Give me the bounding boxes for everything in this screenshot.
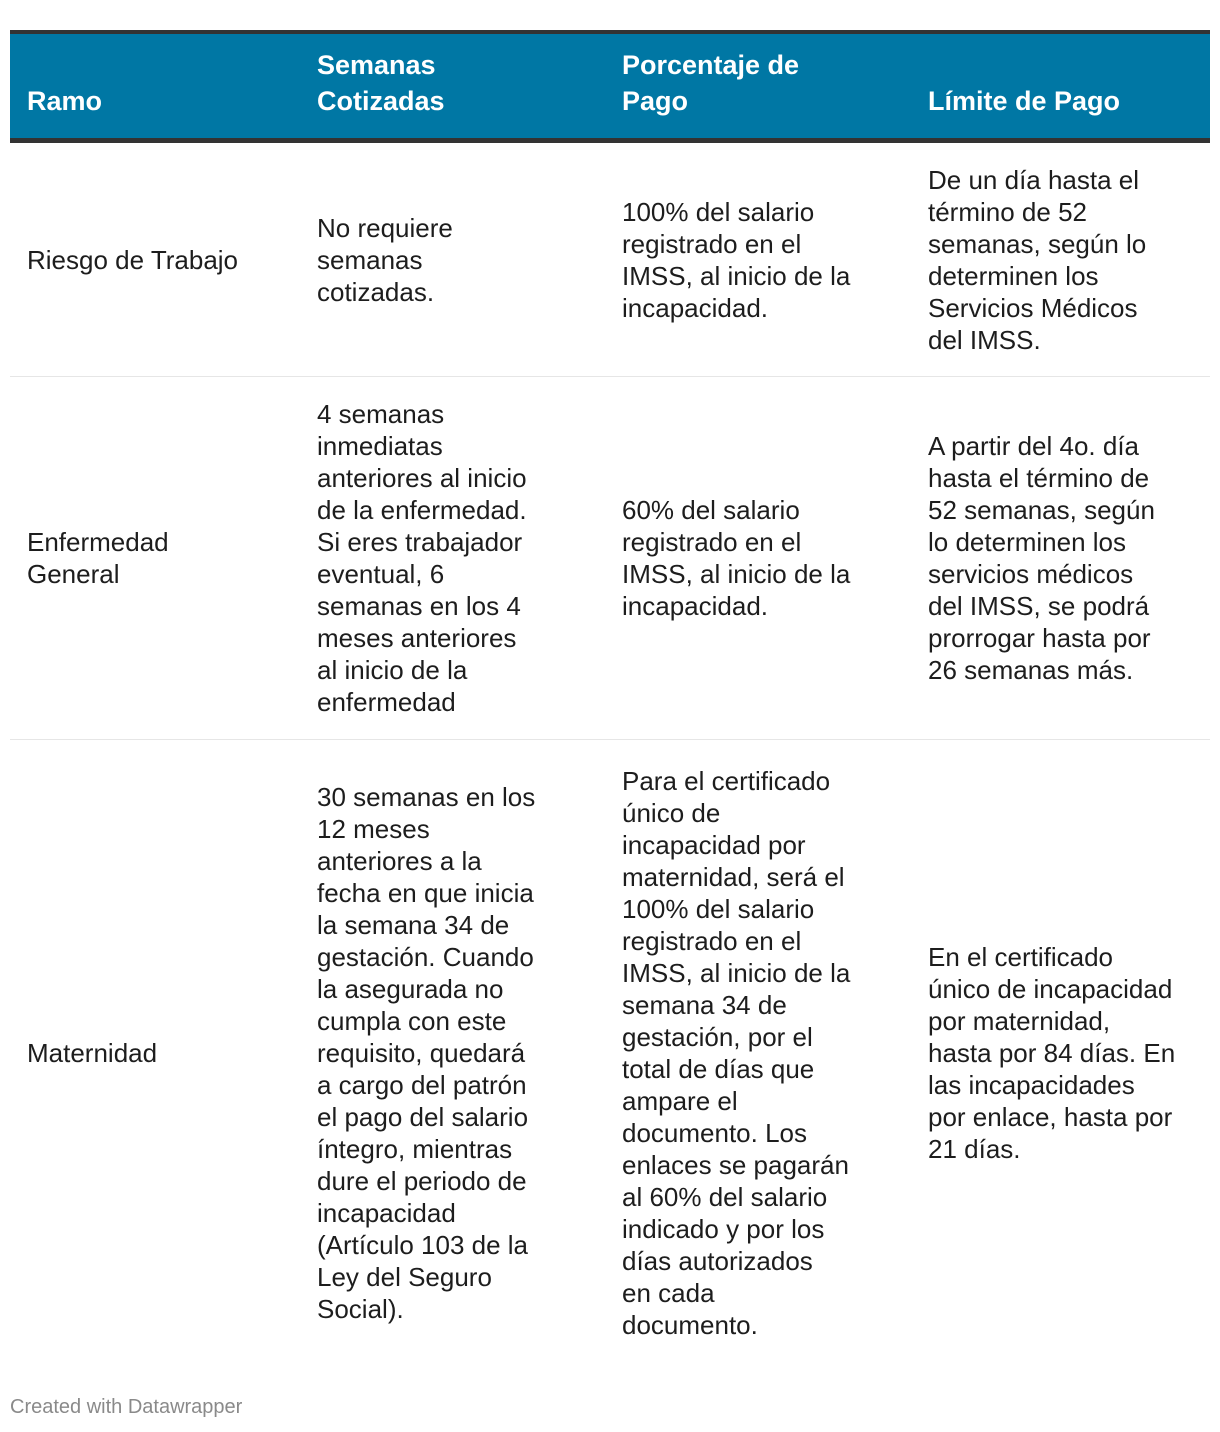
cell-line: la asegurada no: [317, 973, 504, 1004]
cell-line: A partir del 4o. día: [928, 431, 1140, 461]
cell-porcentaje-de-pago: [622, 143, 872, 376]
header-porcentaje-de-pago: Porcentaje de Pago: [622, 50, 800, 116]
cell-line: documento.: [622, 1309, 758, 1340]
cell-line: documento. Los: [622, 1117, 808, 1148]
cell-line: (Artículo 103 de la: [317, 1229, 529, 1260]
cell-line: eventual, 6: [317, 559, 445, 589]
cell-line: servicios médicos: [928, 559, 1134, 589]
cell-line: 12 meses: [317, 813, 430, 844]
cell-semanas-cotizadas: [317, 740, 567, 1365]
cell-limite-de-pago: [928, 143, 1200, 376]
cell-line: ampare el: [622, 1085, 738, 1116]
cell-line: término de 52: [928, 196, 1087, 227]
cell-line: único de incapacidad: [928, 973, 1173, 1004]
cell-line: Para el certificado: [622, 765, 831, 796]
cell-line: a cargo del patrón: [317, 1069, 527, 1100]
cell-limite-de-pago: [928, 377, 1200, 739]
cell-semanas-cotizadas: [317, 143, 567, 376]
cell-limite-de-pago-text: [928, 941, 1175, 1165]
cell-line: fecha en que inicia: [317, 877, 534, 908]
cell-line: cumpla con este: [317, 1005, 507, 1036]
table-body: [10, 143, 1210, 1365]
cell-line: Social).: [317, 1293, 404, 1324]
cell-line: IMSS, al inicio de la: [622, 559, 851, 589]
cell-line: semanas en los 4: [317, 591, 521, 621]
cell-line: IMSS, al inicio de la: [622, 957, 851, 988]
cell-line: hasta por 84 días. En: [928, 1037, 1176, 1068]
cell-line: Servicios Médicos: [928, 292, 1138, 323]
header-semanas-cotizadas: Semanas Cotizadas: [317, 50, 445, 116]
cell-line: Ley del Seguro: [317, 1261, 492, 1292]
cell-line: incapacidad: [317, 1197, 456, 1228]
cell-line: por enlace, hasta por: [928, 1101, 1173, 1132]
cell-porcentaje-de-pago-text: [622, 494, 850, 622]
cell-ramo-text: [27, 1037, 157, 1069]
cell-line: incapacidad.: [622, 292, 768, 323]
cell-semanas-cotizadas-text: [317, 781, 535, 1325]
cell-line: 21 días.: [928, 1133, 1021, 1164]
cell-line: De un día hasta el: [928, 164, 1140, 195]
table-row: [10, 740, 1210, 1365]
cell-line: registrado en el: [622, 228, 802, 259]
cell-line: del IMSS.: [928, 324, 1041, 355]
header-ramo: Ramo: [27, 86, 103, 116]
cell-line: dure el periodo de: [317, 1165, 527, 1196]
cell-line: semana 34 de: [622, 989, 787, 1020]
cell-semanas-cotizadas-text: [317, 398, 527, 718]
cell-line: gestación. Cuando: [317, 941, 534, 972]
cell-line: total de días que: [622, 1053, 815, 1084]
cell-porcentaje-de-pago: [622, 740, 872, 1365]
cell-limite-de-pago-text: [928, 164, 1146, 356]
cell-ramo: [27, 377, 297, 739]
table-row: [10, 377, 1210, 740]
cell-ramo: [27, 740, 297, 1365]
cell-line: requisito, quedará: [317, 1037, 526, 1068]
cell-line: el pago del salario: [317, 1101, 529, 1132]
cell-line: enlaces se pagarán: [622, 1149, 849, 1180]
cell-line: 52 semanas, según: [928, 495, 1155, 525]
cell-line: hasta el término de: [928, 463, 1150, 493]
cell-line: 100% del salario: [622, 196, 815, 227]
cell-line: 26 semanas más.: [928, 655, 1134, 685]
table-row: [10, 143, 1210, 377]
cell-line: determinen los: [928, 260, 1099, 291]
cell-porcentaje-de-pago-text: [622, 765, 850, 1341]
cell-line: días autorizados: [622, 1245, 813, 1276]
cell-line: Enfermedad: [27, 527, 169, 557]
cell-line: íntegro, mientras: [317, 1133, 513, 1164]
cell-limite-de-pago-text: [928, 430, 1155, 686]
cell-line: semanas: [317, 244, 423, 275]
cell-semanas-cotizadas-text: [317, 212, 453, 308]
cell-line: anteriores al inicio: [317, 463, 527, 493]
cell-line: 30 semanas en los: [317, 781, 536, 812]
cell-line: único de: [622, 797, 721, 828]
table-header: [10, 34, 1210, 138]
header-limite-de-pago: Límite de Pago: [928, 86, 1121, 116]
cell-ramo-text: [27, 526, 169, 590]
cell-line: prorrogar hasta por: [928, 623, 1151, 653]
cell-line: No requiere: [317, 212, 453, 243]
cell-line: del IMSS, se podrá: [928, 591, 1150, 621]
cell-line: IMSS, al inicio de la: [622, 260, 851, 291]
cell-line: las incapacidades: [928, 1069, 1135, 1100]
cell-line: 4 semanas: [317, 399, 445, 429]
cell-line: indicado y por los: [622, 1213, 825, 1244]
cell-porcentaje-de-pago-text: [622, 196, 850, 324]
cell-line: semanas, según lo: [928, 228, 1147, 259]
datawrapper-credit[interactable]: Created with Datawrapper: [10, 1396, 243, 1418]
cell-line: enfermedad: [317, 687, 456, 717]
cell-line: gestación, por el: [622, 1021, 813, 1052]
cell-line: al inicio de la: [317, 655, 468, 685]
cell-line: Si eres trabajador: [317, 527, 523, 557]
cell-line: General: [27, 559, 120, 589]
cell-line: registrado en el: [622, 925, 802, 956]
cell-line: registrado en el: [622, 527, 802, 557]
cell-line: la semana 34 de: [317, 909, 510, 940]
cell-line: anteriores a la: [317, 845, 482, 876]
cell-line: Maternidad: [27, 1037, 158, 1068]
cell-line: En el certificado: [928, 941, 1113, 972]
cell-ramo: [27, 143, 297, 376]
cell-line: al 60% del salario: [622, 1181, 828, 1212]
cell-limite-de-pago: [928, 740, 1200, 1365]
cell-semanas-cotizadas: [317, 377, 567, 739]
cell-line: cotizadas.: [317, 276, 435, 307]
cell-line: maternidad, será el: [622, 861, 845, 892]
cell-line: incapacidad.: [622, 591, 768, 621]
cell-line: Riesgo de Trabajo: [27, 244, 239, 275]
cell-line: inmediatas: [317, 431, 443, 461]
cell-line: 60% del salario: [622, 495, 800, 525]
cell-line: meses anteriores: [317, 623, 517, 653]
cell-line: por maternidad,: [928, 1005, 1111, 1036]
data-table: [10, 30, 1210, 1365]
cell-porcentaje-de-pago: [622, 377, 872, 739]
cell-line: de la enfermedad.: [317, 495, 527, 525]
cell-line: 100% del salario: [622, 893, 815, 924]
cell-line: incapacidad por: [622, 829, 806, 860]
cell-line: en cada: [622, 1277, 715, 1308]
cell-ramo-text: [27, 244, 238, 276]
cell-line: lo determinen los: [928, 527, 1126, 557]
